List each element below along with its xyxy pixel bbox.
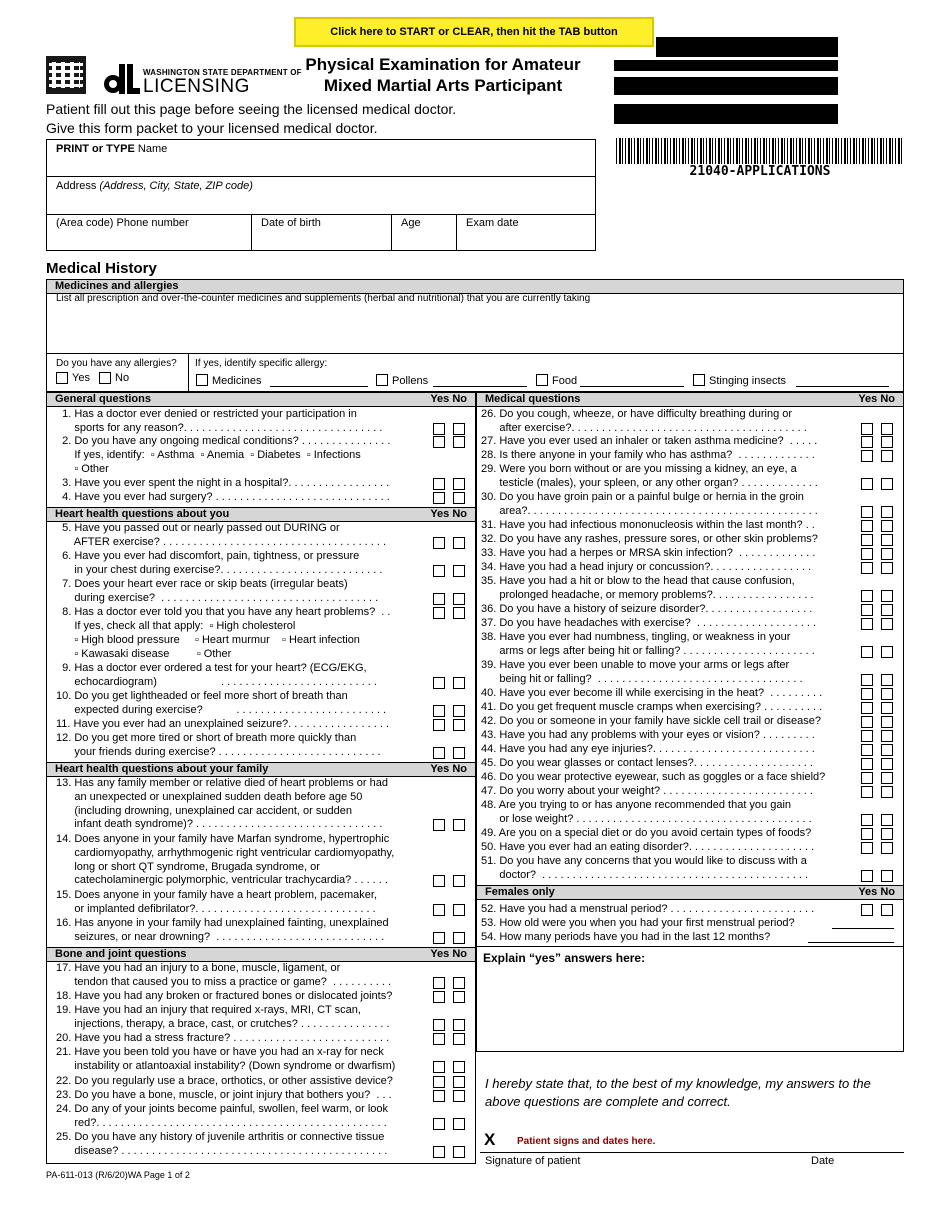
allergy-medicines-checkbox[interactable]	[196, 374, 208, 386]
right-q4-no-checkbox[interactable]	[881, 478, 893, 490]
bone-heading: Bone and joint questions Yes No	[47, 947, 475, 962]
right-q14-yes-checkbox[interactable]	[861, 674, 873, 686]
right-question-5: 30. Do you have groin pain or a painful bulge or hernia in the groin area?. . . . . . . . . . . . . . . . . . . . . . . . . . . . . . . . . . . . . . . . . . . . . . . .	[481, 491, 818, 517]
left-q23-no-checkbox[interactable]	[453, 1061, 465, 1073]
right-question-15: 40. Have you ever become ill while exercising in the heat? . . . . . . . . .	[481, 687, 823, 699]
left-question-5: 4. Have you ever had surgery? . . . . . . . . . . . . . . . . . . . . . . . . . . . . .	[56, 491, 390, 503]
left-question-14: 12. Do you get more tired or short of breath more quickly than your friends during exercise? . . . . . . . . . . . . . . . . . . . . . . . . . . .	[56, 732, 381, 758]
right-question-18: 43. Have you had any problems with your eyes or vision? . . . . . . . . .	[481, 729, 815, 741]
right-q2-no-checkbox[interactable]	[881, 436, 893, 448]
allergy-question: Do you have any allergies?	[56, 358, 177, 369]
explain-label[interactable]: Explain “yes” answers here:	[483, 951, 646, 965]
right-question-4: 29. Were you born without or are you missing a kidney, an eye, a testicle (males), your spleen, or any other organ? . . . . . . . . . . . . .	[481, 463, 818, 489]
right-q23-no-checkbox[interactable]	[881, 814, 893, 826]
left-q7-no-checkbox[interactable]	[453, 565, 465, 577]
divider	[391, 214, 392, 251]
left-question-17: 15. Does anyone in your family have a heart problem, pacemaker, or implanted defibrilator?. . . . . . . . . . . . . . . . . . . . . . . . . . . . . .	[56, 889, 378, 915]
allergy-insects-line[interactable]	[796, 386, 889, 387]
section-heading: Medical History	[46, 260, 157, 277]
left-question-18: 16. Has anyone in your family had unexplained fainting, unexplained seizures, or near drowning? . . . . . . . . . . . . . . . . . . . . . . . . . . . .	[56, 917, 389, 943]
left-question-7: 6. Have you ever had discomfort, pain, tightness, or pressure in your chest during exercise?. . . . . . . . . . . . . . . . . . . . . . . . . . .	[62, 550, 383, 576]
title-line-2: Mixed Martial Arts Participant	[323, 76, 563, 95]
right-q7-no-checkbox[interactable]	[881, 534, 893, 546]
right-question-13: 38. Have you ever had numbness, tingling, or weakness in your arms or legs after being hit or falling? . . . . . . . . . . . . . . . . . . . . . .	[481, 631, 815, 657]
right-q24-yes-checkbox[interactable]	[861, 828, 873, 840]
left-q18-no-checkbox[interactable]	[453, 932, 465, 944]
right-question-7: 32. Do you have any rashes, pressure sores, or other skin problems?	[481, 533, 818, 545]
right-q10-yes-checkbox[interactable]	[861, 590, 873, 602]
patient-signs-note: Patient signs and dates here.	[517, 1136, 656, 1147]
right-q16-yes-checkbox[interactable]	[861, 702, 873, 714]
right-q25-yes-checkbox[interactable]	[861, 842, 873, 854]
right-q14-no-checkbox[interactable]	[881, 674, 893, 686]
left-question-8: 7. Does your heart ever race or skip beats (irregular beats) during exercise? . . . . . . . . . . . . . . . . . . . . . . . . . . . . . . . . . . . .	[62, 578, 379, 604]
left-q14-yes-checkbox[interactable]	[433, 747, 445, 759]
address-field[interactable]: Address (Address, City, State, ZIP code)	[56, 180, 253, 192]
left-q17-yes-checkbox[interactable]	[433, 904, 445, 916]
left-question-12: 10. Do you get lightheaded or feel more short of breath than expected during exercise? . . . . . . . . . . . . . . . . . . . . . . . . .	[56, 690, 387, 716]
barcode	[616, 138, 904, 164]
allergy-if-yes: If yes, identify specific allergy:	[195, 358, 328, 369]
patient-info-box	[46, 139, 596, 251]
left-q18-yes-checkbox[interactable]	[433, 932, 445, 944]
left-q14-no-checkbox[interactable]	[453, 747, 465, 759]
right-q12-yes-checkbox[interactable]	[861, 618, 873, 630]
family-heading: Heart health questions about your family Yes No	[47, 762, 475, 777]
dob-field[interactable]: Date of birth	[261, 217, 321, 229]
left-q25-yes-checkbox[interactable]	[433, 1090, 445, 1102]
left-q21-yes-checkbox[interactable]	[433, 1019, 445, 1031]
right-q3-yes-checkbox[interactable]	[861, 450, 873, 462]
right-q20-no-checkbox[interactable]	[881, 758, 893, 770]
left-q1-no-checkbox[interactable]	[453, 423, 465, 435]
left-q20-yes-checkbox[interactable]	[433, 991, 445, 1003]
allergy-insects-label: Stinging insects	[709, 375, 787, 387]
right-q2-yes-checkbox[interactable]	[861, 436, 873, 448]
right-q1-no-checkbox[interactable]	[881, 423, 893, 435]
right-question-23: 48. Are you trying to or has anyone recommended that you gain or lose weight? . . . . . . . . . . . . . . . . . . . . . . . . . . . . . . . . . . . . . . .	[481, 799, 812, 825]
allergy-medicines-label: Medicines	[212, 375, 262, 387]
right-question-10: 35. Have you had a hit or blow to the head that cause confusion, prolonged headache, or memory problems?. . . . . . . . . . . . . . . . .	[481, 575, 814, 601]
left-q24-no-checkbox[interactable]	[453, 1076, 465, 1088]
redaction-bar	[614, 104, 838, 124]
left-q13-yes-checkbox[interactable]	[433, 719, 445, 731]
right-q11-yes-checkbox[interactable]	[861, 604, 873, 616]
right-q27-yes-checkbox[interactable]	[861, 904, 873, 916]
allergy-food-line[interactable]	[580, 386, 684, 387]
right-q18-yes-checkbox[interactable]	[861, 730, 873, 742]
divider	[188, 353, 189, 392]
allergy-medicines-line[interactable]	[270, 386, 368, 387]
right-question-1: 26. Do you cough, wheeze, or have difficulty breathing during or after exercise?. . . . . . . . . . . . . . . . . . . . . . . . . . . . . . . . . . . . . . .	[481, 408, 807, 434]
left-q8-yes-checkbox[interactable]	[433, 593, 445, 605]
right-q5-yes-checkbox[interactable]	[861, 506, 873, 518]
right-q26-no-checkbox[interactable]	[881, 870, 893, 882]
left-q4-yes-checkbox[interactable]	[433, 478, 445, 490]
left-question-3: If yes, identify: ▫ Asthma ▫ Anemia ▫ Diabetes ▫ Infections ▫ Other	[74, 449, 361, 475]
qr-code-overlay	[52, 62, 80, 88]
allergy-yes-checkbox[interactable]	[56, 372, 68, 384]
right-question-24: 49. Are you on a special diet or do you avoid certain types of foods?	[481, 827, 812, 839]
right-q24-no-checkbox[interactable]	[881, 828, 893, 840]
attestation-text: I hereby state that, to the best of my knowledge, my answers to the above questions are complete and correct.	[485, 1076, 871, 1109]
exam-date-field[interactable]: Exam date	[466, 217, 519, 229]
left-q16-no-checkbox[interactable]	[453, 875, 465, 887]
right-q15-no-checkbox[interactable]	[881, 688, 893, 700]
left-q20-no-checkbox[interactable]	[453, 991, 465, 1003]
divider	[46, 176, 596, 177]
right-question-29: 54. How many periods have you had in the last 12 months?	[481, 931, 774, 943]
divider	[477, 946, 904, 947]
form-footer: PA-611-013 (R/6/20)WA Page 1 of 2	[46, 1170, 190, 1180]
allergy-pollens-line[interactable]	[433, 386, 527, 387]
left-q6-yes-checkbox[interactable]	[433, 537, 445, 549]
redaction-bar	[656, 37, 838, 57]
left-q27-no-checkbox[interactable]	[453, 1146, 465, 1158]
right-q9-yes-checkbox[interactable]	[861, 562, 873, 574]
left-question-10: If yes, check all that apply: ▫ High cholesterol ▫ High blood pressure ▫ Heart murmur ▫ Heart infection ▫ Kawasaki disease ▫ Other	[74, 620, 360, 660]
signature-x-mark: X	[484, 1130, 496, 1149]
signature-line[interactable]	[480, 1152, 904, 1153]
medicines-instructions[interactable]: List all prescription and over-the-counter medicines and supplements (herbal and nutritional) that you are currently taking	[56, 293, 591, 304]
first-period-age-line[interactable]	[832, 928, 894, 929]
left-q5-no-checkbox[interactable]	[453, 492, 465, 504]
allergy-pollens-checkbox[interactable]	[376, 374, 388, 386]
left-question-23: 21. Have you been told you have or have you had an x-ray for neck instability or atlantoaxial instability? (Down syndrome or dwarfism)	[56, 1046, 396, 1072]
right-q19-yes-checkbox[interactable]	[861, 744, 873, 756]
left-q8-no-checkbox[interactable]	[453, 593, 465, 605]
left-q23-yes-checkbox[interactable]	[433, 1061, 445, 1073]
left-q26-yes-checkbox[interactable]	[433, 1118, 445, 1130]
signature-label: Signature of patient	[485, 1155, 581, 1167]
left-question-22: 20. Have you had a stress fracture? . . . . . . . . . . . . . . . . . . . . . . . . . .	[56, 1032, 390, 1044]
right-question-28: 53. How old were you when you had your first menstrual period?	[481, 917, 795, 929]
allergy-yes-label: Yes	[72, 372, 90, 384]
left-q24-yes-checkbox[interactable]	[433, 1076, 445, 1088]
left-q5-yes-checkbox[interactable]	[433, 492, 445, 504]
left-q11-yes-checkbox[interactable]	[433, 677, 445, 689]
allergy-pollens-label: Pollens	[392, 375, 429, 387]
right-q21-yes-checkbox[interactable]	[861, 772, 873, 784]
right-q26-yes-checkbox[interactable]	[861, 870, 873, 882]
left-question-16: 14. Does anyone in your family have Marfan syndrome, hypertrophic cardiomyopathy, arrhythmogenic right ventricular cardiomyopathy, long or short QT syndrome, Brugada syndrome, or catecholaminergic polymorphic, ventricular trachycardia? . . . . . .	[56, 833, 395, 887]
right-q19-no-checkbox[interactable]	[881, 744, 893, 756]
left-q27-yes-checkbox[interactable]	[433, 1146, 445, 1158]
agency-name-small: WASHINGTON STATE DEPARTMENT OF	[143, 68, 302, 77]
left-q19-yes-checkbox[interactable]	[433, 977, 445, 989]
allergy-food-label: Food	[552, 375, 578, 387]
left-q12-no-checkbox[interactable]	[453, 705, 465, 717]
redaction-bar	[614, 77, 838, 95]
left-q12-yes-checkbox[interactable]	[433, 705, 445, 717]
right-question-16: 41. Do you get frequent muscle cramps when exercising? . . . . . . . . . .	[481, 701, 823, 713]
left-q2-no-checkbox[interactable]	[453, 436, 465, 448]
divider	[251, 214, 252, 251]
periods-count-line[interactable]	[808, 942, 894, 943]
right-question-9: 34. Have you had a head injury or concussion?. . . . . . . . . . . . . . . . .	[481, 561, 812, 573]
left-q11-no-checkbox[interactable]	[453, 677, 465, 689]
right-q12-no-checkbox[interactable]	[881, 618, 893, 630]
allergy-food-checkbox[interactable]	[536, 374, 548, 386]
title-line-1: Physical Examination for Amateur	[305, 55, 581, 74]
medicines-heading: Medicines and allergies	[47, 280, 903, 294]
right-q22-no-checkbox[interactable]	[881, 786, 893, 798]
females-heading: Females only Yes No	[477, 885, 903, 900]
right-q5-no-checkbox[interactable]	[881, 506, 893, 518]
form-title	[273, 54, 613, 96]
left-q2-yes-checkbox[interactable]	[433, 436, 445, 448]
right-q17-no-checkbox[interactable]	[881, 716, 893, 728]
instructions-line-1: Patient fill out this page before seeing the licensed medical doctor.	[46, 101, 457, 117]
right-q6-yes-checkbox[interactable]	[861, 520, 873, 532]
right-question-26: 51. Do you have any concerns that you would like to discuss with a doctor? . . . . . . . . . . . . . . . . . . . . . . . . . . . . . . . . . . . . . . . . . . . .	[481, 855, 809, 881]
right-q13-yes-checkbox[interactable]	[861, 646, 873, 658]
left-question-6: 5. Have you passed out or nearly passed out DURING or AFTER exercise? . . . . . . . . . . . . . . . . . . . . . . . . . . . . . . . . . . . . .	[62, 522, 387, 548]
right-q3-no-checkbox[interactable]	[881, 450, 893, 462]
instructions-line-2: Give this form packet to your licensed medical doctor.	[46, 120, 378, 136]
right-question-17: 42. Do you or someone in your family have sickle cell trail or disease?	[481, 715, 821, 727]
divider	[46, 214, 596, 215]
left-q22-no-checkbox[interactable]	[453, 1033, 465, 1045]
divider	[456, 214, 457, 251]
dol-logo-icon	[102, 60, 140, 96]
left-q9-no-checkbox[interactable]	[453, 607, 465, 619]
left-question-20: 18. Have you had any broken or fractured bones or dislocated joints?	[56, 990, 393, 1002]
general-heading: General questions Yes No	[47, 393, 475, 407]
right-question-27: 52. Have you had a menstrual period? . . . . . . . . . . . . . . . . . . . . . . . .	[481, 903, 815, 915]
right-question-12: 37. Do you have headaches with exercise? . . . . . . . . . . . . . . . . . . . .	[481, 617, 817, 629]
start-clear-button[interactable]: Click here to START or CLEAR, then hit the TAB button	[294, 17, 654, 47]
right-q6-no-checkbox[interactable]	[881, 520, 893, 532]
age-field[interactable]: Age	[401, 217, 421, 229]
right-q8-no-checkbox[interactable]	[881, 548, 893, 560]
left-question-24: 22. Do you regularly use a brace, orthotics, or other assistive device?	[56, 1075, 393, 1087]
right-question-6: 31. Have you had infectious mononucleosis within the last month? . .	[481, 519, 815, 531]
redaction-bar	[614, 60, 838, 71]
right-q22-yes-checkbox[interactable]	[861, 786, 873, 798]
left-q13-no-checkbox[interactable]	[453, 719, 465, 731]
left-question-26: 24. Do any of your joints become painful, swollen, feel warm, or look red?. . . . . . . . . . . . . . . . . . . . . . . . . . . . . . . . . . . . . . . . . . . . . . . .	[56, 1103, 388, 1129]
left-q26-no-checkbox[interactable]	[453, 1118, 465, 1130]
right-question-3: 28. Is there anyone in your family who has asthma? . . . . . . . . . . . . .	[481, 449, 815, 461]
right-q13-no-checkbox[interactable]	[881, 646, 893, 658]
right-q9-no-checkbox[interactable]	[881, 562, 893, 574]
right-q15-yes-checkbox[interactable]	[861, 688, 873, 700]
allergy-no-checkbox[interactable]	[99, 372, 111, 384]
left-q15-yes-checkbox[interactable]	[433, 819, 445, 831]
right-question-20: 45. Do you wear glasses or contact lenses?. . . . . . . . . . . . . . . . . . . .	[481, 757, 813, 769]
allergy-no-label: No	[115, 372, 130, 384]
left-question-13: 11. Have you ever had an unexplained seizure?. . . . . . . . . . . . . . . . .	[56, 718, 390, 730]
heart-heading: Heart health questions about you Yes No	[47, 507, 475, 522]
right-question-22: 47. Do you worry about your weight? . . . . . . . . . . . . . . . . . . . . . . . . .	[481, 785, 813, 797]
left-q22-yes-checkbox[interactable]	[433, 1033, 445, 1045]
divider	[46, 353, 904, 354]
right-q17-yes-checkbox[interactable]	[861, 716, 873, 728]
name-field[interactable]: PRINT or TYPE Name	[56, 143, 168, 155]
left-q17-no-checkbox[interactable]	[453, 904, 465, 916]
date-label: Date	[811, 1155, 835, 1167]
right-question-19: 44. Have you had any eye injuries?. . . . . . . . . . . . . . . . . . . . . . . . . . .	[481, 743, 815, 755]
left-q19-no-checkbox[interactable]	[453, 977, 465, 989]
left-question-4: 3. Have you ever spent the night in a hospital?. . . . . . . . . . . . . . . . .	[56, 477, 390, 489]
right-q21-no-checkbox[interactable]	[881, 772, 893, 784]
right-question-2: 27. Have you ever used an inhaler or taken asthma medicine? . . . . .	[481, 435, 818, 447]
left-question-21: 19. Have you had an injury that required x-rays, MRI, CT scan, injections, therapy, a brace, cast, or crutches? . . . . . . . . . . . . . . .	[56, 1004, 390, 1030]
left-q6-no-checkbox[interactable]	[453, 537, 465, 549]
phone-field[interactable]: (Area code) Phone number	[56, 217, 189, 229]
left-question-15: 13. Has any family member or relative died of heart problems or had an unexpected or unexplained sudden death before age 50 (including drowning, unexplained car accident, or sudden infant death syndrome)? . . . . . . . . . . . . . . . . . . . . . . . . . . . . . . .	[56, 777, 388, 831]
right-q8-yes-checkbox[interactable]	[861, 548, 873, 560]
right-q1-yes-checkbox[interactable]	[861, 423, 873, 435]
right-question-11: 36. Do you have a history of seizure disorder?. . . . . . . . . . . . . . . . . .	[481, 603, 813, 615]
left-question-27: 25. Do you have any history of juvenile arthritis or connective tissue disease? . . . . . . . . . . . . . . . . . . . . . . . . . . . . . . . . . . . . . . . . . . . .	[56, 1131, 388, 1157]
right-question-21: 46. Do you wear protective eyewear, such as goggles or a face shield?	[481, 771, 826, 783]
right-q4-yes-checkbox[interactable]	[861, 478, 873, 490]
right-question-25: 50. Have you ever had an eating disorder?. . . . . . . . . . . . . . . . . . . . .	[481, 841, 815, 853]
allergy-insects-checkbox[interactable]	[693, 374, 705, 386]
right-q25-no-checkbox[interactable]	[881, 842, 893, 854]
right-q11-no-checkbox[interactable]	[881, 604, 893, 616]
left-q9-yes-checkbox[interactable]	[433, 607, 445, 619]
left-question-19: 17. Have you had an injury to a bone, muscle, ligament, or tendon that caused you to miss a practice or game? . . . . . . . . . .	[56, 962, 392, 988]
right-q20-yes-checkbox[interactable]	[861, 758, 873, 770]
right-q10-no-checkbox[interactable]	[881, 590, 893, 602]
right-question-8: 33. Have you had a herpes or MRSA skin infection? . . . . . . . . . . . . .	[481, 547, 816, 559]
left-q1-yes-checkbox[interactable]	[433, 423, 445, 435]
right-q23-yes-checkbox[interactable]	[861, 814, 873, 826]
left-question-25: 23. Do you have a bone, muscle, or joint injury that bothers you? . . .	[56, 1089, 392, 1101]
barcode-text: 21040-APPLICATIONS	[689, 164, 831, 179]
right-q27-no-checkbox[interactable]	[881, 904, 893, 916]
right-question-14: 39. Have you ever been unable to move your arms or legs after being hit or falling? . . . . . . . . . . . . . . . . . . . . . . . . . . . . . . . . . .	[481, 659, 803, 685]
left-question-9: 8. Has a doctor ever told you that you have any heart problems? . .	[56, 606, 391, 618]
agency-name-big: LICENSING	[143, 76, 250, 97]
right-q16-no-checkbox[interactable]	[881, 702, 893, 714]
left-question-11: 9. Has a doctor ever ordered a test for your heart? (ECG/EKG, echocardiogram) . . . . . . . . . . . . . . . . . . . . . . . . . .	[62, 662, 377, 688]
left-q25-no-checkbox[interactable]	[453, 1090, 465, 1102]
left-question-2: 2. Do you have any ongoing medical conditions? . . . . . . . . . . . . . . .	[56, 435, 391, 447]
left-q7-yes-checkbox[interactable]	[433, 565, 445, 577]
left-question-1: 1. Has a doctor ever denied or restricted your participation in sports for any reason?. . . . . . . . . . . . . . . . . . . . . . . . . . . . . . . . .	[62, 408, 383, 434]
left-q21-no-checkbox[interactable]	[453, 1019, 465, 1031]
left-q16-yes-checkbox[interactable]	[433, 875, 445, 887]
left-q15-no-checkbox[interactable]	[453, 819, 465, 831]
left-q4-no-checkbox[interactable]	[453, 478, 465, 490]
right-q7-yes-checkbox[interactable]	[861, 534, 873, 546]
medical-heading: Medical questions Yes No	[477, 393, 903, 407]
right-q18-no-checkbox[interactable]	[881, 730, 893, 742]
